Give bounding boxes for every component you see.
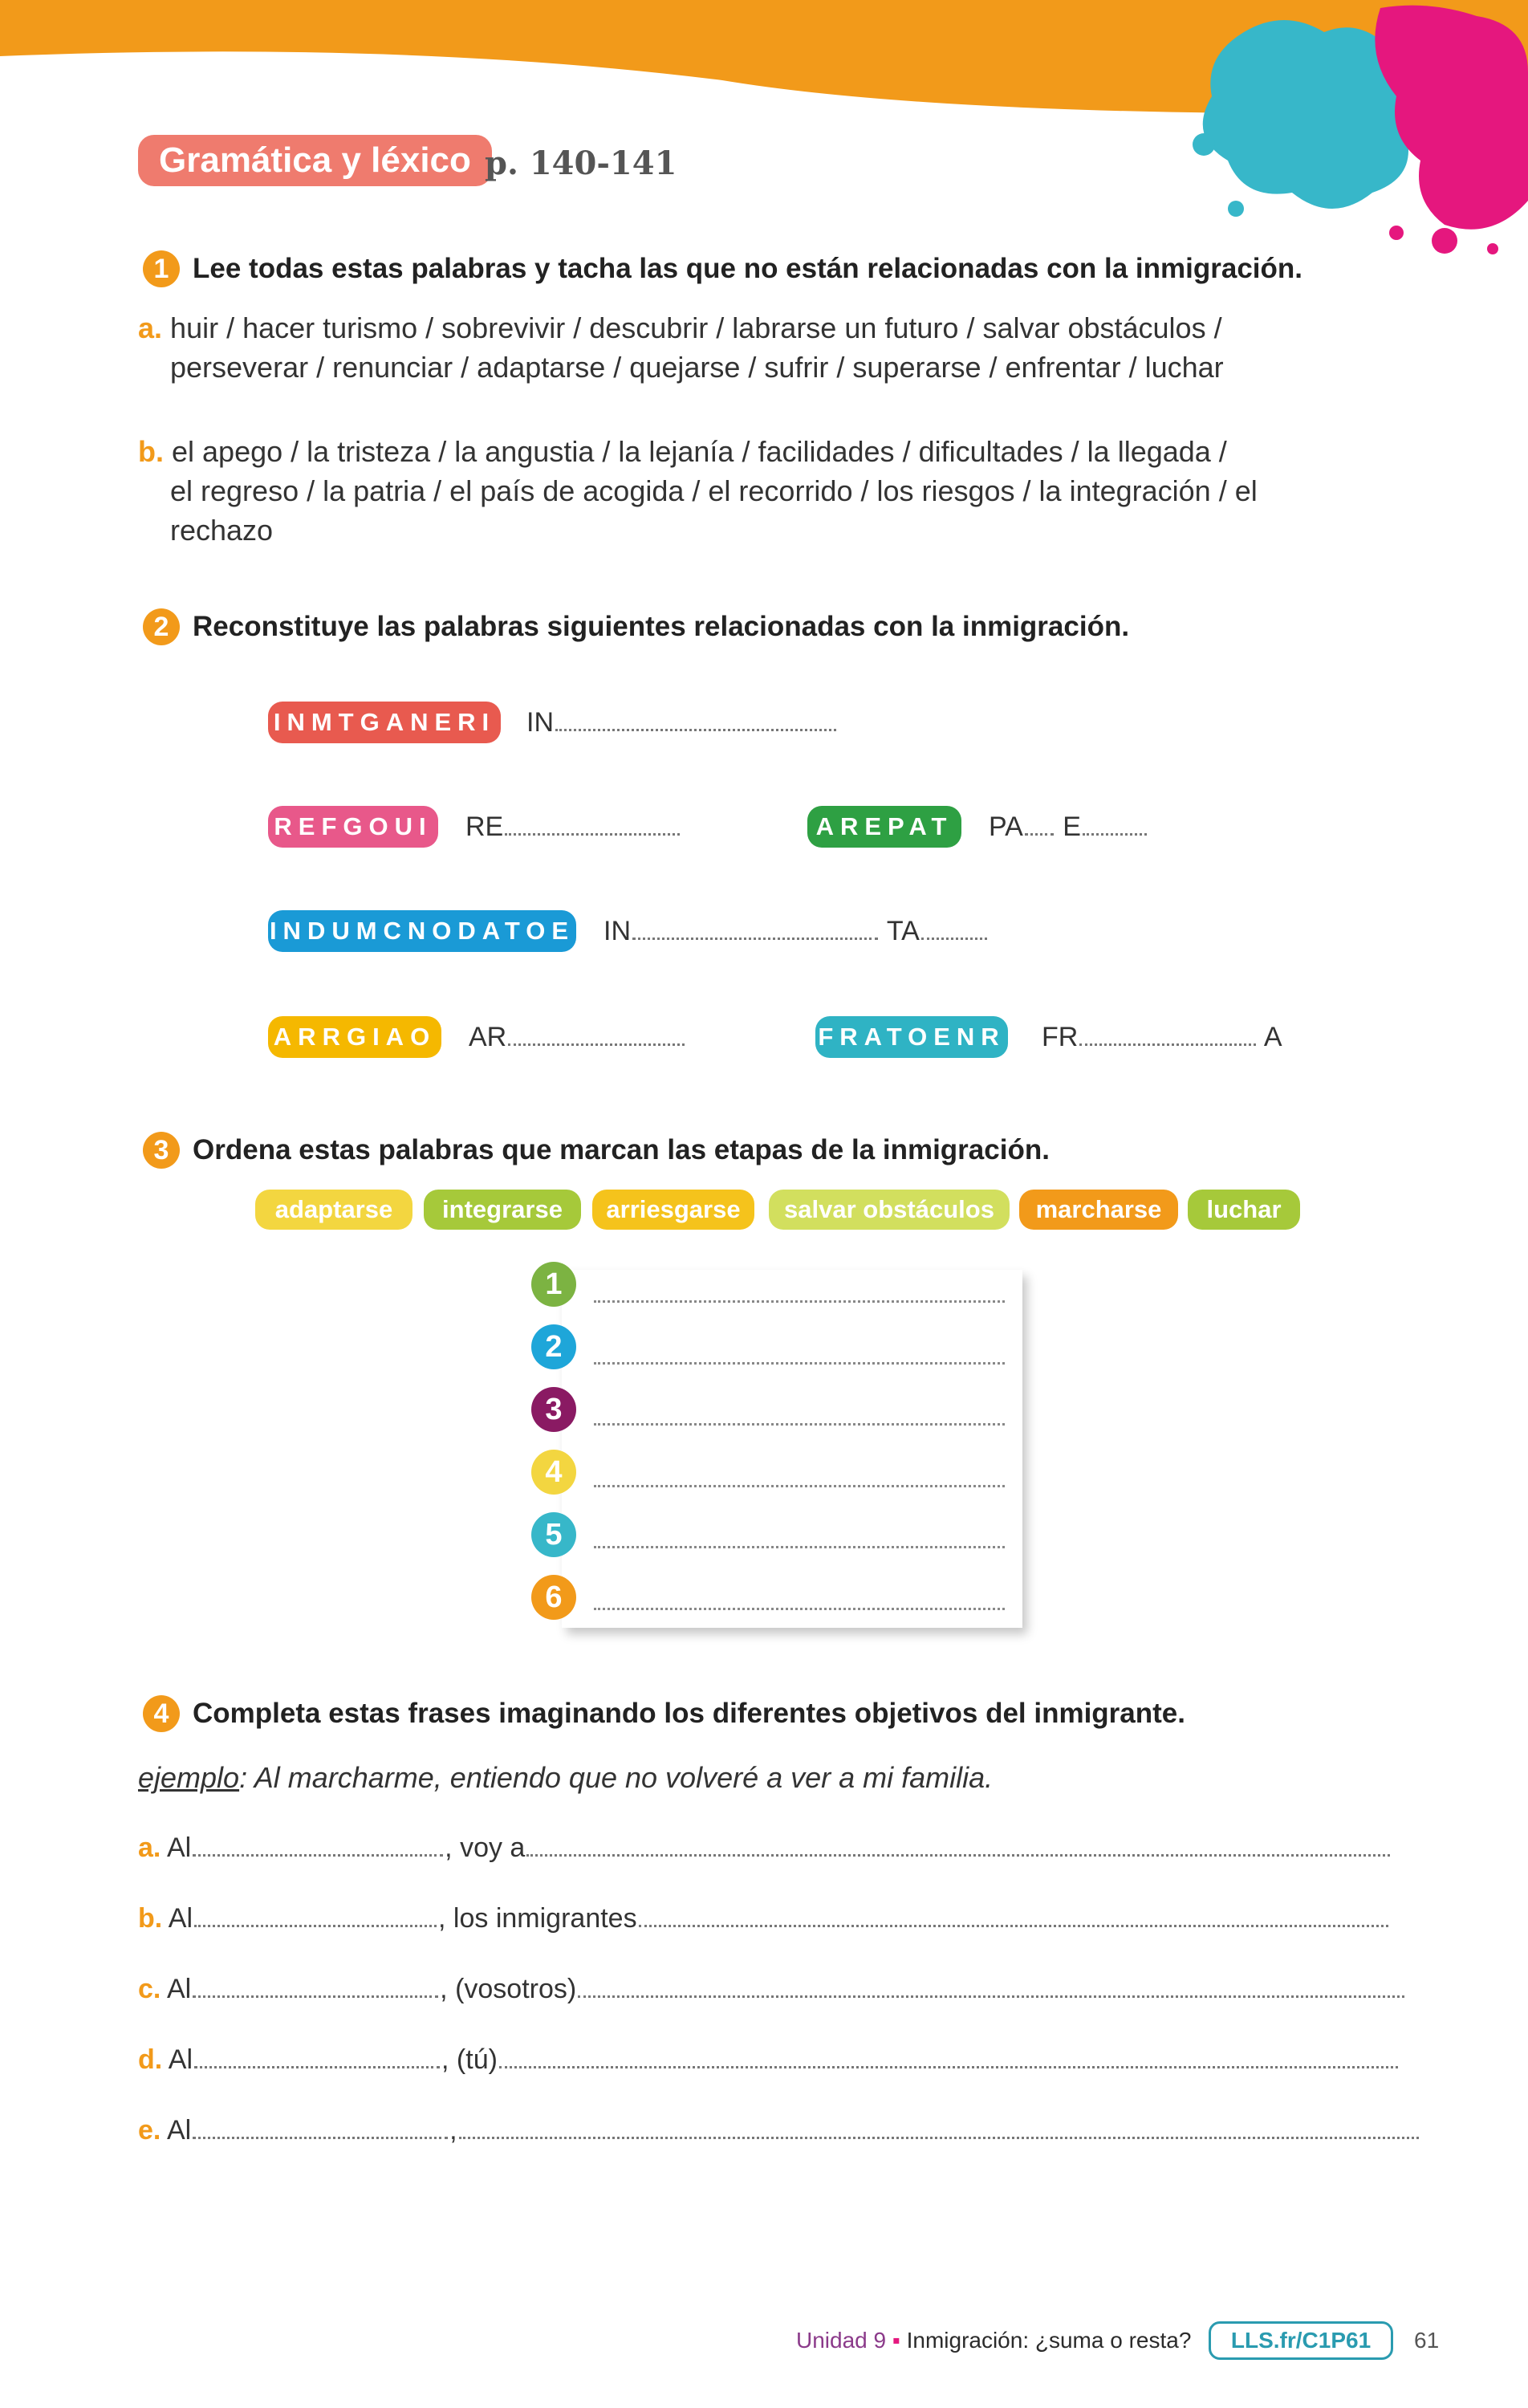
step-number: 5	[531, 1512, 576, 1557]
sentence-line[interactable]: a. Al , voy a	[138, 1827, 1392, 1869]
sentence-line[interactable]: c. Al , (vosotros)	[138, 1968, 1406, 2010]
answer-line[interactable]: IN	[526, 702, 838, 743]
exercise-1b-line1: el apego / la tristeza / la angustia / la lejanía / facilidades / dificultades / la llegada /	[172, 435, 1227, 468]
footer-link[interactable]: LLS.fr/C1P61	[1209, 2321, 1393, 2360]
page-number: 61	[1414, 2328, 1440, 2353]
exercise-4-title: Completa estas frases imaginando los diferentes objetivos del inmigrante.	[193, 1698, 1185, 1729]
exercise-4-number: 4	[143, 1695, 180, 1732]
step-answer-line[interactable]	[594, 1485, 1005, 1487]
exercise-1b-line3: rechazo	[170, 514, 274, 547]
exercise-1a-line2: perseverar / renunciar / adaptarse / quejarse / sufrir / superarse / enfrentar / luchar	[170, 351, 1224, 384]
scrambled-word: AREPAT	[807, 806, 961, 848]
section-tag: Gramática y léxico	[138, 135, 492, 186]
step-answer-line[interactable]	[594, 1362, 1005, 1365]
word-chip: adaptarse	[255, 1190, 412, 1230]
page-reference: p. 140-141	[485, 144, 677, 182]
sentence-line[interactable]: e. Al ,	[138, 2109, 1420, 2151]
scrambled-word: FRATOENR	[815, 1016, 1008, 1058]
exercise-1-title: Lee todas estas palabras y tacha las que no están relacionadas con la inmigración.	[193, 253, 1303, 284]
exercise-1a-line1: huir / hacer turismo / sobrevivir / descubrir / labrarse un futuro / salvar obstáculos /	[170, 311, 1222, 344]
footer-unit: Unidad 9 ▪ Inmigración: ¿suma o resta?	[796, 2328, 1192, 2353]
exercise-1b-line2: el regreso / la patria / el país de acogida / el recorrido / los riesgos / la integración / el	[170, 474, 1258, 507]
exercise-1b	[138, 432, 1227, 471]
scrambled-word: ARRGIAO	[268, 1016, 441, 1058]
exercise-3-number: 3	[143, 1132, 180, 1169]
answer-line[interactable]: FR A	[1042, 1022, 1282, 1052]
step-answer-line[interactable]	[594, 1608, 1005, 1610]
answer-line[interactable]: PA E	[989, 806, 1148, 848]
exercise-1a-letter: a.	[138, 311, 163, 344]
example-text: : Al marcharme, entiendo que no volveré a ver a mi familia.	[239, 1761, 994, 1794]
answer-line[interactable]: AR	[469, 1016, 686, 1058]
step-number: 6	[531, 1575, 576, 1620]
exercise-1b-letter: b.	[138, 435, 164, 468]
word-chip: arriesgarse	[592, 1190, 754, 1230]
exercise-2-number: 2	[143, 608, 180, 645]
exercise-2-title: Reconstituye las palabras siguientes relacionadas con la inmigración.	[193, 611, 1130, 642]
step-number: 3	[531, 1387, 576, 1432]
sentence-line[interactable]: d. Al , (tú)	[138, 2039, 1400, 2081]
step-answer-line[interactable]	[594, 1546, 1005, 1548]
footer-bullet: ▪	[892, 2328, 900, 2353]
scrambled-word: REFGOUI	[268, 806, 438, 848]
step-number: 4	[531, 1450, 576, 1495]
answer-line[interactable]: RE	[465, 806, 681, 848]
step-answer-line[interactable]	[594, 1423, 1005, 1426]
answer-line[interactable]: IN TA	[603, 910, 989, 952]
scrambled-word: INDUMCNODATOE	[268, 910, 576, 952]
word-chip: luchar	[1188, 1190, 1300, 1230]
step-answer-line[interactable]	[594, 1300, 1005, 1303]
footer-title: Inmigración: ¿suma o resta?	[906, 2328, 1192, 2353]
example-label: ejemplo	[138, 1761, 240, 1794]
step-number: 2	[531, 1324, 576, 1369]
step-number: 1	[531, 1262, 576, 1307]
exercise-3-title: Ordena estas palabras que marcan las etapas de la inmigración.	[193, 1134, 1050, 1165]
exercise-1a	[138, 308, 1222, 348]
word-chip: marcharse	[1019, 1190, 1178, 1230]
exercise-1-number: 1	[143, 250, 180, 287]
word-chip: salvar obstáculos	[769, 1190, 1010, 1230]
example-sentence	[138, 1758, 993, 1798]
word-chip: integrarse	[424, 1190, 581, 1230]
paint-splash-decoration	[1156, 0, 1528, 265]
order-card	[562, 1270, 1022, 1628]
scrambled-word: INMTGANERI	[268, 702, 501, 743]
sentence-line[interactable]: b. Al , los inmigrantes	[138, 1898, 1390, 1939]
